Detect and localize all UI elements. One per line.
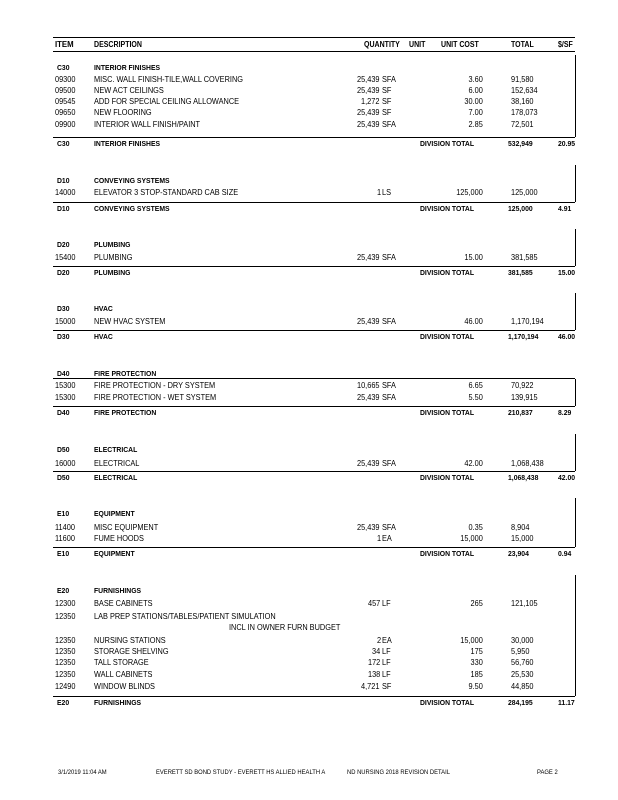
section-name: ELECTRICAL [94,445,138,454]
division-total-value: 381,585 [508,268,533,277]
row-item-code: 09500 [55,86,76,95]
row-total: 70,922 [511,381,534,390]
section-name: HVAC [94,304,113,313]
row-total: 91,580 [511,75,534,84]
division-total-value: 125,000 [508,204,533,213]
row-unit: LF [382,599,391,608]
row-unit: LF [382,647,391,656]
row-total: 25,530 [511,670,534,679]
section-name: INTERIOR FINISHES [94,63,161,72]
row-item-code: 12350 [55,670,76,679]
row-unit: LF [382,658,391,667]
row-unit-cost: 2.85 [468,120,483,129]
row-total: 8,904 [511,523,530,532]
summary-name: HVAC [94,332,113,341]
row-item-code: 12300 [55,599,76,608]
footer-title-a: EVERETT SD BOND STUDY - EVERETT HS ALLIED HEALTH A [156,769,326,776]
row-unit: SF [382,108,392,117]
row-total: 44,850 [511,682,534,691]
header-per-sf: $/SF [558,40,573,49]
row-unit: SFA [382,381,396,390]
row-unit-cost: 330 [470,658,483,667]
right-border [575,55,576,137]
row-total: 1,170,194 [511,317,544,326]
row-quantity: 25,439 [356,523,380,532]
section-name: CONVEYING SYSTEMS [94,176,170,185]
row-total: 152,634 [511,86,538,95]
row-item-code: 11600 [55,534,75,543]
row-quantity: 34 [372,647,381,656]
row-description: ELEVATOR 3 STOP-STANDARD CAB SIZE [94,188,239,197]
division-total-label: DIVISION TOTAL [420,698,475,707]
row-unit: LF [382,670,391,679]
row-description: PLUMBING [94,253,133,262]
row-item-code: 16000 [55,459,76,468]
row-description: WALL CABINETS [94,670,153,679]
division-per-sf: 15.00 [558,268,576,277]
summary-code: D20 [57,268,70,277]
section-code: D50 [57,445,70,454]
summary-name: FURNISHINGS [94,698,142,707]
division-total-value: 23,904 [508,549,529,558]
row-total: 15,000 [511,534,534,543]
row-unit: EA [382,636,392,645]
row-description: MISC EQUIPMENT [94,523,159,532]
header-quantity: QUANTITY [364,40,400,49]
row-unit-cost: 265 [470,599,483,608]
row-total: 30,000 [511,636,534,645]
section-name: FIRE PROTECTION [94,369,157,378]
top-rule [53,37,575,38]
section-rule [53,378,575,379]
section-code: E10 [57,509,70,518]
row-item-code: 09900 [55,120,76,129]
row-quantity: 25,439 [356,86,380,95]
row-quantity: 4,721 [360,682,380,691]
summary-code: E10 [57,549,70,558]
row-total: 1,068,438 [511,459,544,468]
row-item-code: 14000 [55,188,76,197]
summary-rule [53,137,575,138]
row-unit-cost: 5.50 [468,393,483,402]
row-description: FUME HOODS [94,534,144,543]
summary-rule [53,406,575,407]
row-total: 121,105 [511,599,538,608]
section-code: C30 [57,63,70,72]
summary-rule [53,266,575,267]
division-total-value: 532,949 [508,139,533,148]
summary-rule [53,696,575,697]
division-per-sf: 46.00 [558,332,576,341]
row-item-code: 15300 [55,381,76,390]
row-unit: SFA [382,393,396,402]
row-item-code: 15400 [55,253,76,262]
row-unit: EA [382,534,392,543]
row-description: INTERIOR WALL FINISH/PAINT [94,120,201,129]
row-total: 125,000 [511,188,538,197]
right-border [575,575,576,696]
summary-code: D40 [57,408,70,417]
summary-rule [53,330,575,331]
row-item-code: 12490 [55,682,76,691]
row-description: WINDOW BLINDS [94,682,155,691]
row-quantity: 1 [376,188,381,197]
division-per-sf: 42.00 [558,473,576,482]
row-total: 5,950 [511,647,530,656]
division-per-sf: 20.95 [558,139,576,148]
row-note: INCL IN OWNER FURN BUDGET [229,623,341,632]
row-quantity: 172 [367,658,380,667]
section-code: E20 [57,586,70,595]
row-description: ADD FOR SPECIAL CEILING ALLOWANCE [94,97,240,106]
row-unit-cost: 7.00 [468,108,483,117]
row-item-code: 09545 [55,97,76,106]
row-quantity: 1,272 [360,97,380,106]
summary-name: INTERIOR FINISHES [94,139,161,148]
summary-name: FIRE PROTECTION [94,408,157,417]
row-description: ELECTRICAL [94,459,140,468]
right-border [575,498,576,547]
division-per-sf: 11.17 [558,698,575,707]
division-total-value: 1,068,438 [508,473,539,482]
division-total-value: 1,170,194 [508,332,539,341]
division-total-value: 210,837 [508,408,533,417]
row-unit-cost: 9.50 [468,682,483,691]
summary-rule [53,202,575,203]
row-description: TALL STORAGE [94,658,149,667]
row-item-code: 11400 [55,523,75,532]
row-unit-cost: 42.00 [464,459,483,468]
row-description: NEW FLOORING [94,108,152,117]
row-unit: SF [382,97,392,106]
row-item-code: 15000 [55,317,76,326]
footer-datetime: 3/1/2019 11:04 AM [58,769,107,776]
division-total-label: DIVISION TOTAL [420,204,475,213]
summary-code: D10 [57,204,70,213]
row-description: FIRE PROTECTION - WET SYSTEM [94,393,217,402]
row-unit-cost: 46.00 [464,317,483,326]
header-item: ITEM [55,40,74,49]
row-description: LAB PREP STATIONS/TABLES/PATIENT SIMULATION [94,612,276,621]
summary-code: E20 [57,698,70,707]
header-rule [53,51,575,52]
row-unit-cost: 30.00 [464,97,483,106]
footer-title-b: ND NURSING 2018 REVISION DETAIL [347,769,450,776]
row-unit-cost: 15,000 [460,636,483,645]
division-per-sf: 0.94 [558,549,572,558]
row-quantity: 25,439 [356,75,380,84]
row-unit-cost: 15,000 [460,534,483,543]
row-unit: SFA [382,253,396,262]
row-unit-cost: 185 [470,670,483,679]
summary-rule [53,547,575,548]
division-per-sf: 8.29 [558,408,572,417]
footer-page: PAGE 2 [537,769,558,776]
summary-name: ELECTRICAL [94,473,138,482]
right-border [575,229,576,266]
row-quantity: 25,439 [356,253,380,262]
row-item-code: 12350 [55,647,76,656]
division-total-label: DIVISION TOTAL [420,473,475,482]
row-unit: SF [382,86,392,95]
division-per-sf: 4.91 [558,204,572,213]
division-total-label: DIVISION TOTAL [420,408,475,417]
row-unit: SFA [382,459,396,468]
row-unit: SFA [382,120,396,129]
section-name: PLUMBING [94,240,131,249]
row-quantity: 25,439 [356,317,380,326]
row-unit-cost: 125,000 [456,188,483,197]
summary-code: C30 [57,139,70,148]
right-border [575,293,576,330]
row-total: 56,760 [511,658,534,667]
row-total: 72,501 [511,120,534,129]
right-border [575,434,576,471]
row-description: NEW ACT CEILINGS [94,86,164,95]
header-total: TOTAL [511,40,534,49]
row-quantity: 1 [376,534,381,543]
row-item-code: 09650 [55,108,76,117]
row-unit: SFA [382,317,396,326]
row-unit-cost: 6.65 [468,381,483,390]
section-name: EQUIPMENT [94,509,135,518]
row-description: NEW HVAC SYSTEM [94,317,166,326]
row-unit: SFA [382,75,396,84]
header-unit-cost: UNIT COST [441,40,479,49]
section-code: D30 [57,304,70,313]
summary-name: CONVEYING SYSTEMS [94,204,170,213]
row-description: BASE CABINETS [94,599,153,608]
division-total-label: DIVISION TOTAL [420,332,475,341]
row-unit-cost: 0.35 [468,523,483,532]
section-name: FURNISHINGS [94,586,142,595]
row-unit-cost: 6.00 [468,86,483,95]
row-quantity: 10,665 [356,381,380,390]
division-total-value: 284,195 [508,698,533,707]
row-unit: LS [382,188,392,197]
division-total-label: DIVISION TOTAL [420,268,475,277]
section-code: D40 [57,369,70,378]
row-unit: SFA [382,523,396,532]
row-quantity: 25,439 [356,108,380,117]
row-description: NURSING STATIONS [94,636,166,645]
division-total-label: DIVISION TOTAL [420,139,475,148]
right-border [575,379,576,406]
row-item-code: 15300 [55,393,76,402]
row-unit: SF [382,682,392,691]
row-total: 139,915 [511,393,538,402]
section-code: D10 [57,176,70,185]
summary-rule [53,471,575,472]
division-total-label: DIVISION TOTAL [420,549,475,558]
summary-name: PLUMBING [94,268,131,277]
row-quantity: 138 [367,670,380,679]
section-code: D20 [57,240,70,249]
header-description: DESCRIPTION [94,40,142,49]
row-quantity: 25,439 [356,120,380,129]
row-total: 381,585 [511,253,538,262]
row-item-code: 12350 [55,658,76,667]
row-unit-cost: 3.60 [468,75,483,84]
summary-name: EQUIPMENT [94,549,135,558]
row-total: 178,073 [511,108,538,117]
summary-code: D30 [57,332,70,341]
summary-code: D50 [57,473,70,482]
row-item-code: 09300 [55,75,76,84]
right-border [575,165,576,202]
row-quantity: 25,439 [356,393,380,402]
row-quantity: 2 [376,636,381,645]
row-total: 38,160 [511,97,534,106]
row-description: MISC. WALL FINISH-TILE,WALL COVERING [94,75,243,84]
row-item-code: 12350 [55,636,76,645]
row-description: FIRE PROTECTION - DRY SYSTEM [94,381,216,390]
row-quantity: 457 [367,599,380,608]
row-unit-cost: 15.00 [464,253,483,262]
header-unit: UNIT [409,40,426,49]
row-item-code: 12350 [55,612,76,621]
row-description: STORAGE SHELVING [94,647,169,656]
row-quantity: 25,439 [356,459,380,468]
row-unit-cost: 175 [470,647,483,656]
